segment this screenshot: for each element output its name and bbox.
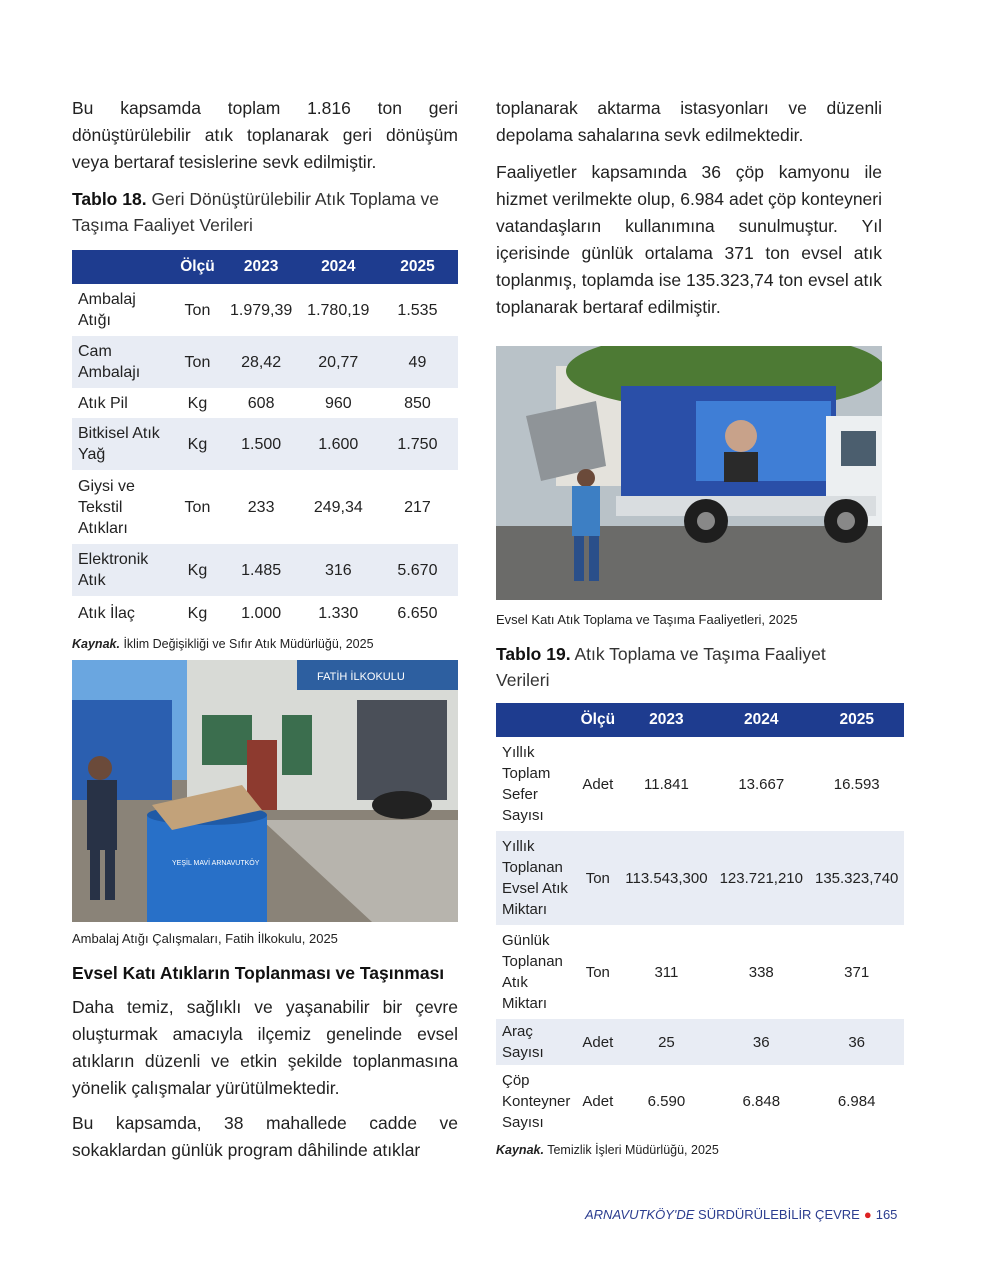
table-row xyxy=(496,1065,904,1137)
table19-caption-text: Atık Toplama ve Taşıma Faaliyet Verileri xyxy=(496,644,826,690)
table-row xyxy=(72,284,458,336)
table18-caption-label: Tablo 18. xyxy=(72,189,147,209)
row-label: Giysi ve Tekstil Atıkları xyxy=(78,477,135,537)
table19-source xyxy=(496,1143,884,1157)
right-column xyxy=(496,95,882,321)
left-bottom-text xyxy=(72,963,458,1164)
intro-paragraph: Bu kapsamda toplam 1.816 ton geri dönüştürülebilir atık toplanarak geri dönüşüm veya bertaraf tesislerine sevk edilmiştir. xyxy=(72,98,458,172)
recycling-photo-caption: Ambalaj Atığı Çalışmaları, Fatih İlkokulu, 2025 xyxy=(72,931,338,946)
table-cell: 1.330 xyxy=(318,605,359,622)
left-table18-header-4: 2025 xyxy=(377,250,458,284)
row-label: Araç Sayısı xyxy=(496,1019,576,1065)
row-label: Çöp Konteyner Sayısı xyxy=(502,1071,571,1131)
right-table19-header-3: 2024 xyxy=(714,703,809,737)
table-cell: Ton xyxy=(576,831,619,925)
table-row xyxy=(496,925,904,1019)
table-cell: 217 xyxy=(404,498,431,516)
table-cell: 28,42 xyxy=(223,336,300,388)
truck-photo-caption: Evsel Katı Atık Toplama ve Taşıma Faaliyetleri, 2025 xyxy=(496,612,798,627)
table-row xyxy=(72,336,458,388)
table-cell: 1.485 xyxy=(223,544,300,596)
garbage-truck-photo xyxy=(496,346,882,600)
right-table19-header-4: 2025 xyxy=(809,703,904,737)
row-label: Atık Pil xyxy=(78,394,128,412)
table-cell: Adet xyxy=(576,1019,619,1065)
left-table18-header-3: 2024 xyxy=(300,250,377,284)
table-cell: Ton xyxy=(184,301,211,319)
table-cell: 135.323,740 xyxy=(809,831,904,925)
table-cell: Kg xyxy=(187,394,208,412)
table-cell: 11.841 xyxy=(644,775,689,793)
recycling-photo xyxy=(72,660,458,922)
table-cell: 249,34 xyxy=(313,498,363,516)
footer-title: SÜRDÜRÜLEBİLİR ÇEVRE xyxy=(698,1207,860,1222)
footer-brand: ARNAVUTKÖY'DE xyxy=(585,1207,695,1222)
table-cell: 123.721,210 xyxy=(714,831,809,925)
table-cell: 6.984 xyxy=(837,1092,876,1110)
section-title: Evsel Katı Atıkların Toplanması ve Taşınması xyxy=(72,963,445,983)
table-cell: 1.780,19 xyxy=(307,301,370,319)
section-paragraph-1: Daha temiz, sağlıklı ve yaşanabilir bir çevre oluşturmak amacıyla ilçemiz genelinde evsel atıkların düzenli ve etkin şekilde toplanmasına yönelik çalışmalar yürütülmektedir. xyxy=(72,997,458,1098)
table-cell: 1.600 xyxy=(300,418,377,470)
table-cell: 6.590 xyxy=(647,1092,686,1110)
left-column xyxy=(72,95,458,651)
left-table18-header-2: 2023 xyxy=(223,250,300,284)
table-cell: Ton xyxy=(184,498,211,516)
table-cell: 1.500 xyxy=(223,418,300,470)
table-cell: 36 xyxy=(809,1019,904,1065)
table19-source-label: Kaynak. xyxy=(496,1143,544,1157)
table18-caption-text: Geri Dönüştürülebilir Atık Toplama ve Taşıma Faaliyet Verileri xyxy=(72,189,440,235)
table18-source-label: Kaynak. xyxy=(72,637,120,651)
table-cell: Adet xyxy=(582,1092,614,1110)
table-row xyxy=(72,596,458,631)
school-sign-text: FATİH İLKOKULU xyxy=(317,671,405,683)
left-table18-header-1: Ölçü xyxy=(172,250,222,284)
bin-label-text: YEŞİL MAVİ ARNAVUTKÖY xyxy=(172,860,260,867)
table-cell: 49 xyxy=(377,336,458,388)
row-label: Elektronik Atık xyxy=(72,544,172,596)
table-cell: 371 xyxy=(844,963,870,981)
row-label: Cam Ambalajı xyxy=(72,336,172,388)
left-table18-header-0 xyxy=(72,250,172,284)
table-cell: 338 xyxy=(748,963,774,981)
table18-source xyxy=(72,637,458,651)
right-table-block xyxy=(496,641,899,1157)
table19 xyxy=(496,703,904,1137)
table-cell: Ton xyxy=(585,963,610,981)
table-cell: 850 xyxy=(404,394,431,412)
right-table19-header-1: Ölçü xyxy=(576,703,619,737)
table-row xyxy=(496,831,904,925)
row-label: Günlük Toplanan Atık Miktarı xyxy=(502,932,563,1012)
table-row xyxy=(72,544,458,596)
table-cell: 233 xyxy=(247,498,275,516)
row-label: Ambalaj Atığı xyxy=(78,291,136,329)
table-cell: 13.667 xyxy=(738,775,785,793)
table-cell: 1.000 xyxy=(241,605,282,622)
table-cell: 1.535 xyxy=(397,301,438,319)
table19-caption-label: Tablo 19. xyxy=(496,644,571,664)
footer-dot-icon: ● xyxy=(863,1207,872,1222)
table-cell: 608 xyxy=(247,394,275,412)
table-cell: 36 xyxy=(714,1019,809,1065)
table-cell: 5.670 xyxy=(377,544,458,596)
table-cell: Kg xyxy=(172,544,222,596)
table18-caption xyxy=(72,186,458,238)
table-cell: 960 xyxy=(324,394,352,412)
table-cell: Kg xyxy=(187,605,208,622)
table-cell: Ton xyxy=(172,336,222,388)
section-paragraph-2: Bu kapsamda, 38 mahallede cadde ve sokaklardan günlük program dâhilinde atıklar xyxy=(72,1113,458,1160)
right-table19-header-2: 2023 xyxy=(619,703,713,737)
table18 xyxy=(72,250,458,631)
table-cell: 6.848 xyxy=(742,1092,781,1110)
right-paragraph-2: Faaliyetler kapsamında 36 çöp kamyonu ile hizmet verilmekte olup, 6.984 adet çöp konteyneri vatandaşların kullanımına sunulmuştur. Yıl içerisinde günlük ortalama 371 ton evsel atık toplanmış, toplamda ise 135.323,74 ton evsel atık toplanarak bertaraf edilmiştir. xyxy=(496,162,882,317)
row-label: Atık İlaç xyxy=(78,605,135,622)
page-footer xyxy=(585,1207,897,1222)
row-label: Yıllık Toplam Sefer Sayısı xyxy=(502,744,551,824)
table-cell: 316 xyxy=(300,544,377,596)
table18-source-text: İklim Değişikliği ve Sıfır Atık Müdürlüğü, 2025 xyxy=(123,637,374,651)
table-cell: 16.593 xyxy=(833,775,880,793)
table-row xyxy=(72,418,458,470)
table-row xyxy=(72,388,458,418)
page-number: 165 xyxy=(875,1207,898,1222)
right-table19-header-0 xyxy=(496,703,576,737)
row-label: Bitkisel Atık Yağ xyxy=(72,418,172,470)
row-label: Yıllık Toplanan Evsel Atık Miktarı xyxy=(496,831,576,925)
table-cell: 6.650 xyxy=(397,605,438,622)
table-cell: 25 xyxy=(619,1019,713,1065)
table-row xyxy=(496,1019,904,1065)
table-cell: 1.750 xyxy=(377,418,458,470)
table-cell: 1.979,39 xyxy=(229,301,293,319)
table-cell: Adet xyxy=(582,775,614,793)
table-cell: 311 xyxy=(654,963,679,981)
table19-source-text: Temizlik İşleri Müdürlüğü, 2025 xyxy=(547,1143,719,1157)
table-cell: 20,77 xyxy=(300,336,377,388)
right-paragraph-1: toplanarak aktarma istasyonları ve düzenli depolama sahalarına sevk edilmektedir. xyxy=(496,98,882,145)
table-cell: 113.543,300 xyxy=(619,831,713,925)
table-row xyxy=(72,470,458,544)
table-row xyxy=(496,737,904,831)
table19-caption xyxy=(496,641,884,693)
table-cell: Kg xyxy=(172,418,222,470)
